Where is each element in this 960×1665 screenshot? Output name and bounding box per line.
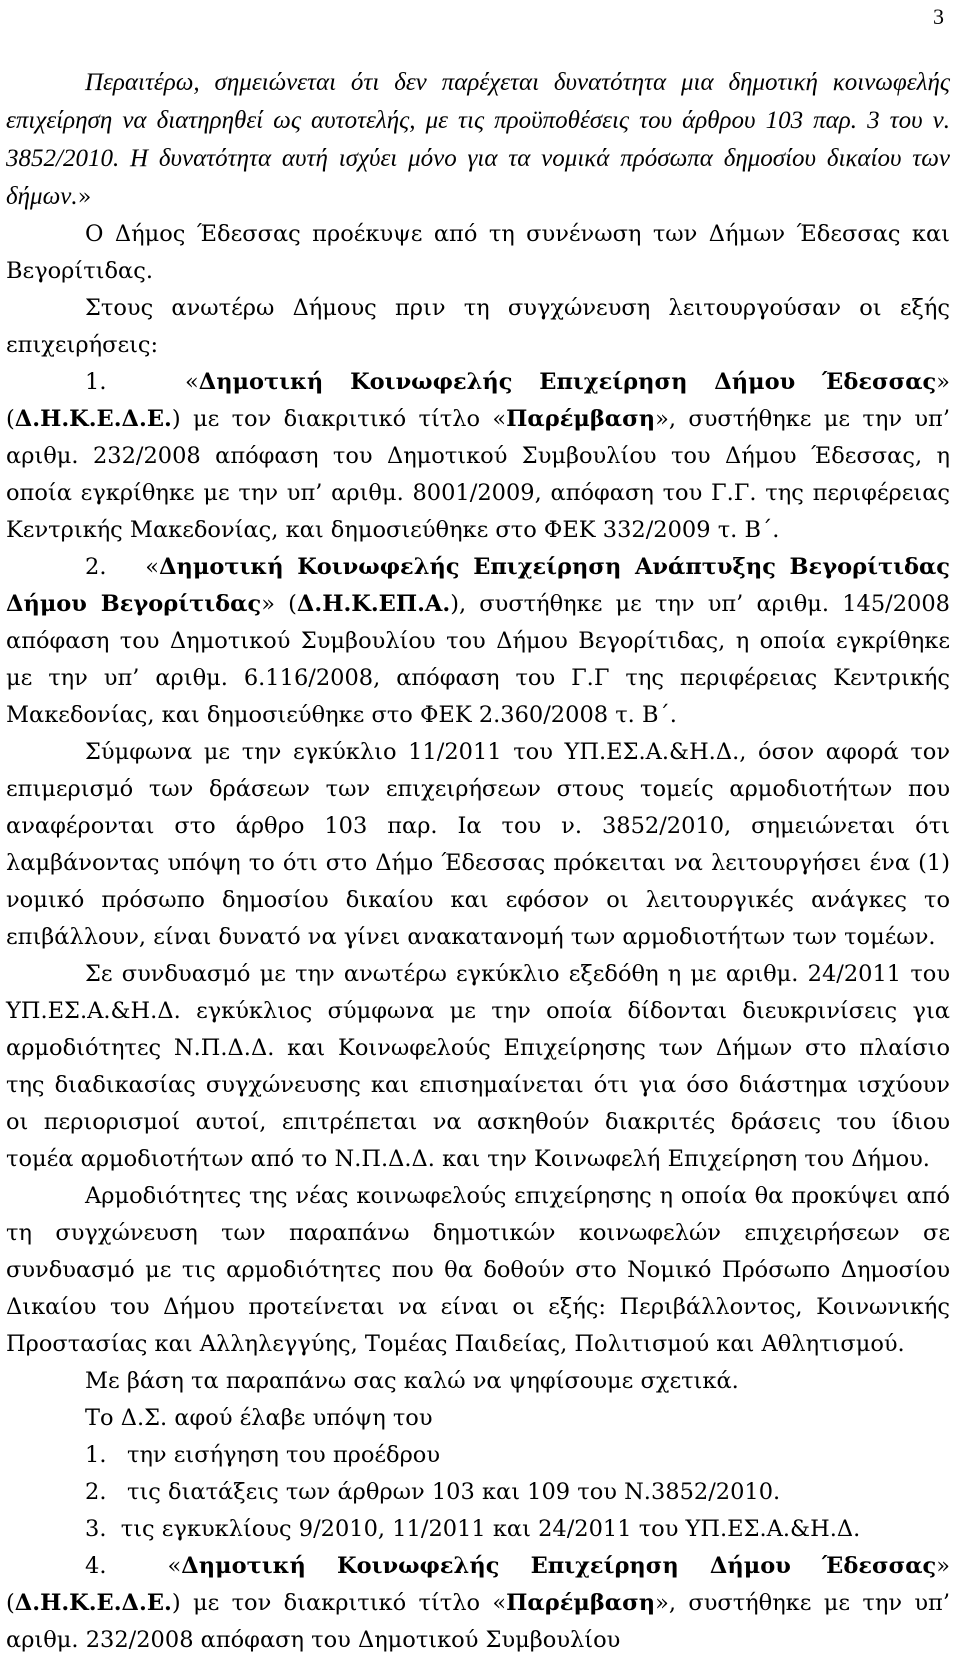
competences-paragraph: Αρμοδιότητες της νέας κοινωφελούς επιχείρησης η οποία θα προκύψει από τη συγχώνευση των παραπάνω δημοτικών κοινωφελών επιχειρήσεων σε συνδυασμό με τις αρμοδιότητες που θα δοθούν στο Νομικό Πρόσωπο Δημοσίου Δικαίου του Δήμου προτείνεται να είναι οι εξής: Περιβάλλοντος, Κοινωνικής Προστασίας και Αλληλεγγύης, Τομέας Παιδείας, Πολιτισμού και Αθλητισμού.: [6, 1183, 950, 1357]
enterprise-2-separator: » (: [261, 591, 297, 617]
merger-paragraph: Ο Δήμος Έδεσσας προέκυψε από τη συνένωση των Δήμων Έδεσσας και Βεγορίτιδας.: [6, 221, 950, 284]
enterprise-1-brand: Παρέμβαση: [506, 406, 656, 432]
enterprise-1-separator: » (: [6, 369, 950, 432]
quote-paragraph: [6, 64, 950, 216]
open-quote: «: [184, 369, 199, 395]
vote-paragraph: Με βάση τα παραπάνω σας καλώ να ψηφίσουμε σχετικά.: [85, 1368, 739, 1394]
council-item-4-abbreviation: Δ.Η.Κ.Ε.Δ.Ε.: [14, 1590, 172, 1616]
enterprise-2-name: Δημοτική Κοινωφελής Επιχείρηση Ανάπτυξης Βεγορίτιδας Δήμου Βεγορίτιδας: [6, 554, 950, 617]
document-body: [6, 64, 950, 1659]
enterprise-2-paragraph: [6, 549, 950, 734]
circular-paragraph: Σύμφωνα με την εγκύκλιο 11/2011 του ΥΠ.ΕΣ.Α.&Η.Δ., όσον αφορά τον επιμερισμό των δράσεων των επιχειρήσεων στους τομείς αρμοδιοτήτων που αναφέρονται στο άρθρο 103 παρ. Ια του ν. 3852/2010, σημειώνεται ότι λαμβάνοντας υπόψη το ότι στο Δήμο Έδεσσας πρόκειται να λειτουργήσει ένα (1) νομικό πρόσωπο δημοσίου δικαίου και εφόσον οι λειτουργικές ανάγκες το επιβάλλουν, είναι δυνατό να γίνει ανακατανομή των αρμοδιοτήτων των τομέων.: [6, 739, 950, 950]
council-item-number: 3.: [85, 1516, 107, 1542]
council-item-4-number: 4.: [85, 1553, 107, 1579]
close-quote: »: [77, 184, 92, 210]
council-item-4-brand: Παρέμβαση: [506, 1590, 656, 1616]
enterprise-1-name: Δημοτική Κοινωφελής Επιχείρηση Δήμου Έδεσσας: [198, 369, 937, 395]
combination-paragraph: Σε συνδυασμό με την ανωτέρω εγκύκλιο εξεδόθη η με αριθμ. 24/2011 του ΥΠ.ΕΣ.Α.&Η.Δ. εγκύκλιος σύμφωνα με την οποία δίδονται διευκρινίσεις για αρμοδιότητες Ν.Π.Δ.Δ. και Κοινωφελούς Επιχείρησης των Δήμων στο πλαίσιο της διαδικασίας συγχώνευσης και επισημαίνεται ότι για όσο διάστημα ισχύουν οι περιορισμοί αυτοί, επιτρέπεται να ασκηθούν διακριτές δράσεις του ίδιου τομέα αρμοδιοτήτων από το Ν.Π.Δ.Δ. και την Κοινωφελή Επιχείρηση του Δήμου.: [6, 961, 950, 1172]
council-item-number: 2.: [85, 1479, 107, 1505]
council-item-text: την εισήγηση του προέδρου: [127, 1442, 441, 1468]
council-item: [6, 1437, 950, 1474]
enterprises-intro-paragraph: Στους ανωτέρω Δήμους πριν τη συγχώνευση λειτουργούσαν οι εξής επιχειρήσεις:: [6, 295, 950, 358]
council-item: [6, 1474, 950, 1511]
enterprise-1-abbreviation: Δ.Η.Κ.Ε.Δ.Ε.: [14, 406, 172, 432]
open-quote: «: [145, 554, 160, 580]
council-paragraph: Το Δ.Σ. αφού έλαβε υπόψη του: [85, 1405, 433, 1431]
quoted-text: Περαιτέρω, σημειώνεται ότι δεν παρέχεται δυνατότητα μια δημοτική κοινωφελής επιχείρηση να διατηρηθεί ως αυτοτελής, με τις προϋποθέσεις του άρθρου 103 παρ. 3 του ν. 3852/2010. Η δυνατότητα αυτή ισχύει μόνο για τα νομικά πρόσωπα δημοσίου δικαίου των δήμων.: [6, 69, 950, 210]
council-item-number: 1.: [85, 1442, 107, 1468]
enterprise-1-text-a: ) με τον διακριτικό τίτλο «: [171, 406, 507, 432]
enterprise-1-number: 1.: [85, 369, 107, 395]
council-item-text: τις διατάξεις των άρθρων 103 και 109 του Ν.3852/2010.: [127, 1479, 781, 1505]
enterprise-2-text: ), συστήθηκε με την υπ’ αριθμ. 145/2008 απόφαση του Δημοτικού Συμβουλίου του Δήμου Βεγορίτιδας, η οποία εγκρίθηκε με την υπ’ αριθμ. 6.116/2008, απόφαση του Γ.Γ της περιφέρειας Κεντρικής Μακεδονίας, και δημοσιεύθηκε στο ΦΕΚ 2.360/2008 τ. Β΄.: [6, 591, 950, 728]
enterprise-1-paragraph: [6, 364, 950, 549]
council-item: [6, 1511, 950, 1548]
open-quote: «: [167, 1553, 182, 1579]
council-item-4-name: Δημοτική Κοινωφελής Επιχείρηση Δήμου Έδεσσας: [181, 1553, 937, 1579]
page-number: 3: [933, 4, 944, 29]
council-item-4-separator: » (: [6, 1553, 950, 1616]
council-item-text: τις εγκυκλίους 9/2010, 11/2011 και 24/2011 του ΥΠ.ΕΣ.Α.&Η.Δ.: [120, 1516, 861, 1542]
council-item-4-text-a: ) με τον διακριτικό τίτλο «: [171, 1590, 507, 1616]
enterprise-1-text-b: », συστήθηκε με την υπ’ αριθμ. 232/2008 απόφαση του Δημοτικού Συμβουλίου του Δήμου Έδεσσας, η οποία εγκρίθηκε με την υπ’ αριθμ. 8001/2009, απόφαση του Γ.Γ. της περιφέρειας Κεντρικής Μακεδονίας, και δημοσιεύθηκε στο ΦΕΚ 332/2009 τ. Β΄.: [6, 406, 950, 543]
council-item-4-text-b: », συστήθηκε με την υπ’ αριθμ. 232/2008 απόφαση του Δημοτικού Συμβουλίου: [6, 1590, 950, 1653]
council-item-4-paragraph: [6, 1548, 950, 1659]
enterprise-2-number: 2.: [85, 554, 107, 580]
enterprise-2-abbreviation: Δ.Η.Κ.ΕΠ.Α.: [296, 591, 451, 617]
